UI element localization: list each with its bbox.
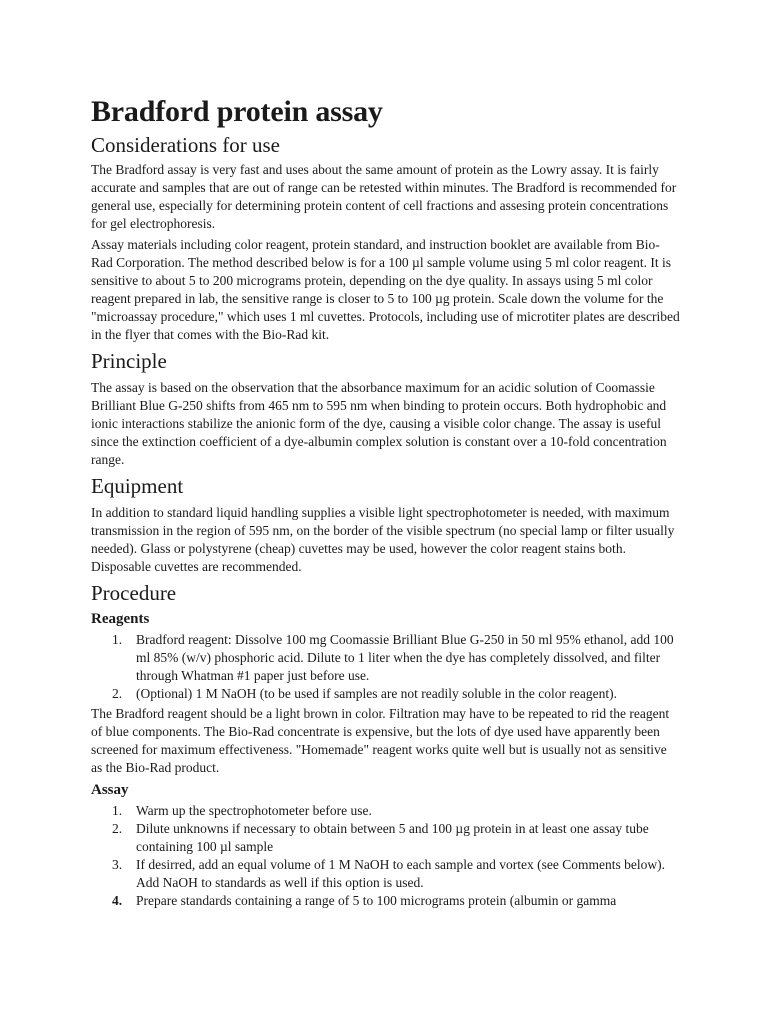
list-item — [91, 685, 681, 703]
list-item-number: 1. — [112, 803, 123, 818]
list-item-number: 1. — [112, 632, 123, 647]
list-item-number: 2. — [112, 686, 123, 701]
heading-considerations: Considerations for use — [91, 133, 280, 157]
list-item-text: If desirred, add an equal volume of 1 M NaOH to each sample and vortex (see Comments below). Add NaOH to standards as well if this option is used. — [136, 857, 665, 890]
considerations-paragraph-1: The Bradford assay is very fast and uses about the same amount of protein as the Lowry assay. It is fairly accurate and samples that are out of range can be retested within minutes. The Bradford is recommended for general use, especially for determining protein content of cell fractions and assesing protein concentrations for gel electrophoresis. — [91, 162, 677, 231]
list-item — [91, 892, 681, 910]
list-item-number: 2. — [112, 821, 123, 836]
document-page — [91, 94, 681, 910]
list-item — [91, 631, 681, 685]
list-item — [91, 820, 681, 856]
list-item-text: Prepare standards containing a range of 5 to 100 micrograms protein (albumin or gamma — [136, 893, 617, 908]
list-item — [91, 856, 681, 892]
heading-reagents: Reagents — [91, 611, 150, 627]
document-title: Bradford protein assay — [91, 95, 383, 128]
principle-paragraph: The assay is based on the observation that the absorbance maximum for an acidic solution of Coomassie Brilliant Blue G-250 shifts from 465 nm to 595 nm when binding to protein occurs. Both hydrophobic and ionic interactions stabilize the anionic form of the dye, causing a visible color change. The assay is useful since the extinction coefficient of a dye-albumin complex solution is constant over a 10-fold concentration range. — [91, 380, 667, 467]
heading-equipment: Equipment — [91, 474, 184, 498]
heading-assay: Assay — [91, 782, 129, 798]
list-item — [91, 802, 681, 820]
reagents-note-paragraph: The Bradford reagent should be a light brown in color. Filtration may have to be repeated to rid the reagent of blue components. The Bio-Rad concentrate is expensive, but the lots of dye used have apparently been screened for maximum effectiveness. "Homemade" reagent works quite well but is usually not as sensitive as the Bio-Rad product. — [91, 706, 670, 775]
list-item-text: Warm up the spectrophotometer before use. — [136, 803, 372, 818]
list-item-number: 4. — [112, 893, 123, 908]
heading-procedure: Procedure — [91, 581, 177, 605]
list-item-number: 3. — [112, 857, 123, 872]
list-item-text: Bradford reagent: Dissolve 100 mg Coomassie Brilliant Blue G-250 in 50 ml 95% ethanol, add 100 ml 85% (w/v) phosphoric acid. Dilute to 1 liter when the dye has completely dissolved, and filter through Whatman #1 paper just before use. — [136, 632, 674, 683]
assay-list — [91, 802, 681, 910]
equipment-paragraph: In addition to standard liquid handling supplies a visible light spectrophotometer is needed, with maximum transmission in the region of 595 nm, on the border of the visible spectrum (no special lamp or filter usually needed). Glass or polystyrene (cheap) cuvettes may be used, however the color reagent stains both. Disposable cuvettes are recommended. — [91, 505, 675, 574]
heading-principle: Principle — [91, 349, 167, 373]
list-item-text: Dilute unknowns if necessary to obtain between 5 and 100 µg protein in at least one assay tube containing 100 µl sample — [136, 821, 649, 854]
list-item-text: (Optional) 1 M NaOH (to be used if samples are not readily soluble in the color reagent). — [136, 686, 617, 701]
reagents-list — [91, 631, 681, 703]
considerations-paragraph-2: Assay materials including color reagent, protein standard, and instruction booklet are available from Bio-Rad Corporation. The method described below is for a 100 µl sample volume using 5 ml color reagent. It is sensitive to about 5 to 200 micrograms protein, depending on the dye quality. In assays using 5 ml color reagent prepared in lab, the sensitive range is closer to 5 to 100 µg protein. Scale down the volume for the "microassay procedure," which uses 1 ml cuvettes. Protocols, including use of microtiter plates are described in the flyer that comes with the Bio-Rad kit. — [91, 237, 680, 342]
